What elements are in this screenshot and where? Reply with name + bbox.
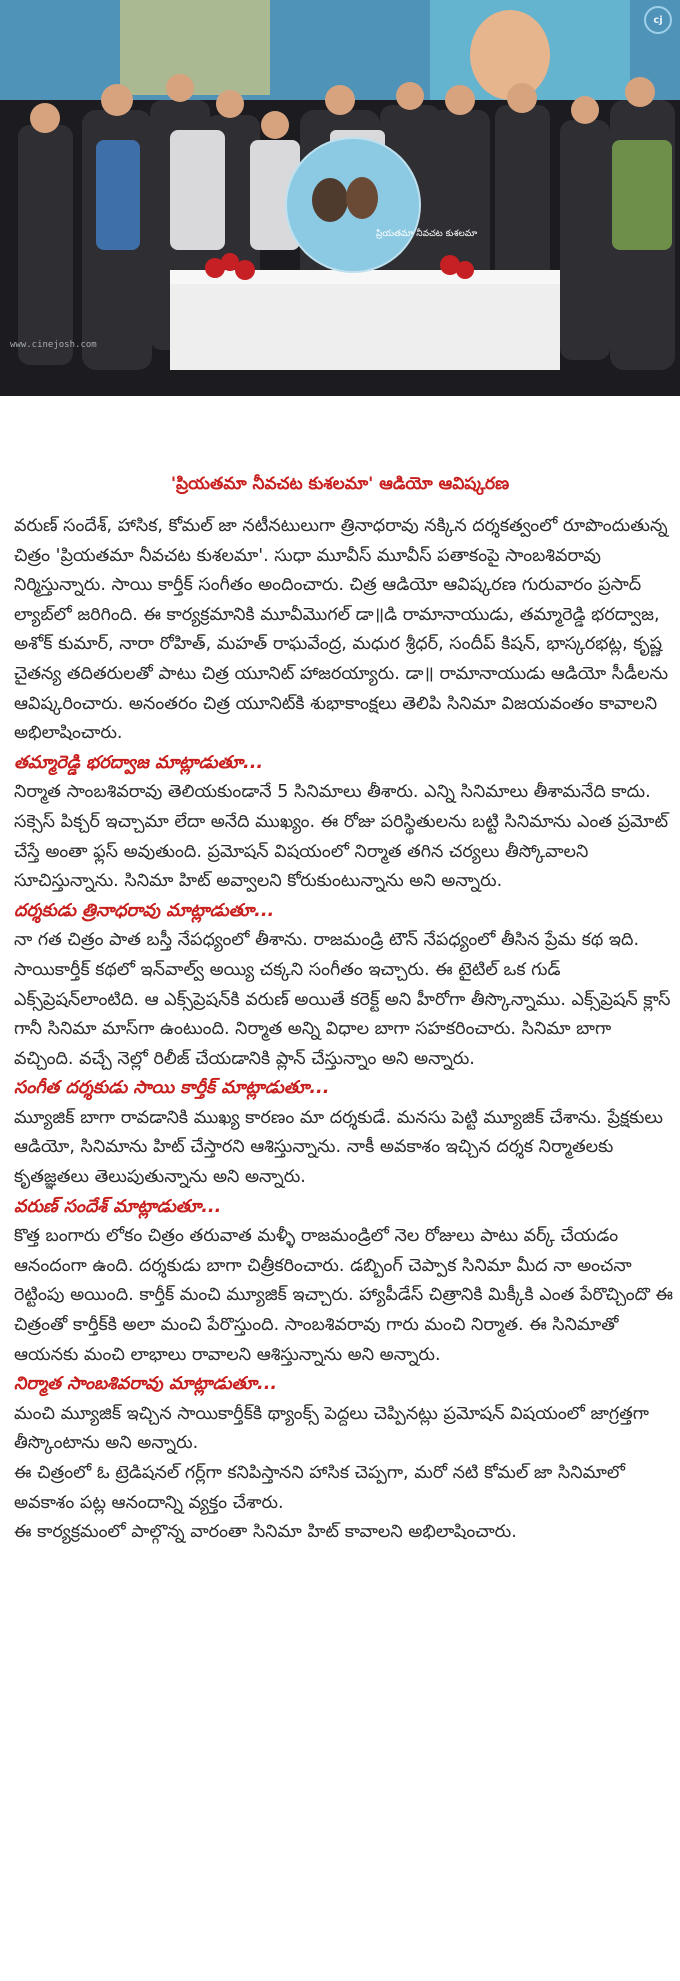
section-heading: వరుణ్ సందేశ్ మాట్లాడుతూ... xyxy=(14,1196,222,1217)
section-text: నా గత చిత్రం పాత బస్తీ నేపధ్యంలో తీశాను. రాజమండ్రి టౌన్ నేపధ్యంలో తీసిన ప్రేమ కథ ఇది. సాయికార్తీక్ కథలో ఇన్‌వాల్వ్ అయ్యి చక్కని సంగీతం ఇచ్చారు. ఈ టైటిల్ ఒక గుడ్ ఎక్స్‌ప్రెషన్‌లాంటిది. ఆ ఎక్స్‌ప్రెషన్‌కి వరుణ్ అయితే కరెక్ట్ అని హీరోగా తీస్కొన్నాము. ఎక్స్‌ప్రెషన్ క్లాస్ గానీ సినిమా మాస్‌గా ఉంటుంది. నిర్మాత అన్ని విధాల బాగా సహకరించారు. సినిమా బాగా వచ్చింది. వచ్చే నెల్లో రిలీజ్ చేయడానికి ప్లాన్ చేస్తున్నాం అని అన్నారు. xyxy=(14,930,671,1069)
intro-paragraph: వరుణ్ సందేశ్, హాసిక, కోమల్ జా నటీనటులుగా త్రినాధరావు నక్కిన దర్శకత్వంలో రూపొందుతున్న చిత్రం 'ప్రియతమా నీవచట కుశలమా'. సుధా మూవీస్ మూవీస్ పతాకంపై సాంబశివరావు నిర్మిస్తున్నారు. సాయి కార్తీక్ సంగీతం అందించారు. చిత్ర ఆడియో ఆవిష్కరణ గురువారం ప్రసాద్ ల్యాబ్‌లో జరిగింది. ఈ కార్యక్రమానికి మూవీమొగల్ డా॥డి రామానాయుడు, తమ్మారెడ్డి భరద్వాజ, అశోక్ కుమార్, నారా రోహిత్, మహత్ రాఘవేంద్ర, మధుర శ్రీధర్, సందీప్ కిషన్, భాస్కరభట్ల, కృష్ణ చైతన్య తదితరులతో పాటు చిత్ర యూనిట్ హాజరయ్యారు. డా॥ రామానాయుడు ఆడియో సీడీలను ఆవిష్కరించారు. అనంతరం చిత్ర యూనిట్‌కి శుభాకాంక్షలు తెలిపి సినిమా విజయవంతం కావాలని అభిలాషించారు. xyxy=(14,516,669,744)
article-headline: 'ప్రియతమా నీవచట కుశలమా' ఆడియో ఆవిష్కరణ xyxy=(170,474,510,494)
closing-paragraph: ఈ కార్యక్రమంలో పాల్గొన్న వారంతా సినిమా హిట్ కావాలని అభిలాషించారు. xyxy=(14,1522,517,1543)
corner-logo: cj xyxy=(644,6,672,34)
section-heading: తమ్మారెడ్డి భరద్వాజ మాట్లాడుతూ... xyxy=(14,752,264,773)
section-text: నిర్మాత సాంబశివరావు తెలియకుండానే 5 సినిమాలు తీశారు. ఎన్ని సినిమాలు తీశామనేది కాదు. సక్సెస్ పిక్చర్ ఇచ్చామా లేదా అనేది ముఖ్యం. ఈ రోజు పరిస్థితులను బట్టి సినిమాను ఎంత ప్రమోట్ చేస్తే అంతా ఫ్లస్ అవుతుంది. ప్రమోషన్ విషయంలో నిర్మాత తగిన చర్యలు తీస్కోవాలని సూచిస్తున్నాను. సినిమా హిట్ అవ్వాలని కోరుకుంటున్నాను అని అన్నారు. xyxy=(14,782,669,892)
event-photo-art xyxy=(0,0,680,396)
section-text: కొత్త బంగారు లోకం చిత్రం తరువాత మళ్ళీ రాజమండ్రిలో నెల రోజులు పాటు వర్క్ చేయడం ఆనందంగా ఉంది. దర్శకుడు బాగా చిత్రీకరించారు. డబ్బింగ్ చెప్పాక సినిమా మీద నా అంచనా రెట్టింపు అయింది. కార్తీక్ మంచి మ్యూజిక్ ఇచ్చారు. హ్యాపీడేస్ చిత్రానికి మిక్కీకి ఎంత పేరొచ్చిందొ ఈ చిత్రంతో కార్తీక్‌కి అలా మంచి పేరొస్తుంది. సాంబశివరావు గారు మంచి నిర్మాత. ఈ సినిమాతో ఆయనకు మంచి లాభాలు రావాలని ఆశిస్తున్నాను అని అన్నారు. xyxy=(14,1226,674,1365)
section-heading: సంగీత దర్శకుడు సాయి కార్తీక్ మాట్లాడుతూ... xyxy=(14,1078,330,1099)
closing-paragraph: ఈ చిత్రంలో ఓ ట్రెడిషనల్ గర్ల్‌గా కనిపిస్తానని హాసిక చెప్పగా, మరో నటి కోమల్ జా సినిమాలో అవకాశం పట్ల ఆనందాన్ని వ్యక్తం చేశారు. xyxy=(14,1463,625,1513)
event-photo xyxy=(0,0,680,396)
section-text: మంచి మ్యూజిక్ ఇచ్చిన సాయికార్తీక్‌కి థ్యాంక్స్ పెద్దలు చెప్పినట్లు ప్రమోషన్ విషయంలో జాగ్రత్తగా తీస్కొంటాను అని అన్నారు. xyxy=(14,1403,649,1454)
section-text: మ్యూజిక్ బాగా రావడానికి ముఖ్య కారణం మా దర్శకుడే. మనసు పెట్టి మ్యూజిక్ చేశాను. ప్రేక్షకులు ఆడియో, సినిమాను హిట్ చేస్తారని ఆశిస్తున్నాను. నాకీ అవకాశం ఇచ్చిన దర్శక నిర్మాతలకు కృతజ్ఞతలు తెలుపుతున్నాను అని అన్నారు. xyxy=(14,1107,663,1188)
article-body xyxy=(14,512,674,1548)
section-heading: దర్శకుడు త్రినాధరావు మాట్లాడుతూ... xyxy=(14,900,275,921)
section-heading: నిర్మాత సాంబశివరావు మాట్లాడుతూ... xyxy=(14,1374,278,1395)
disc-title: ప్రియతమా నీవచట కుశలమా xyxy=(376,229,478,239)
photo-watermark: www.cinejosh.com xyxy=(10,340,97,350)
